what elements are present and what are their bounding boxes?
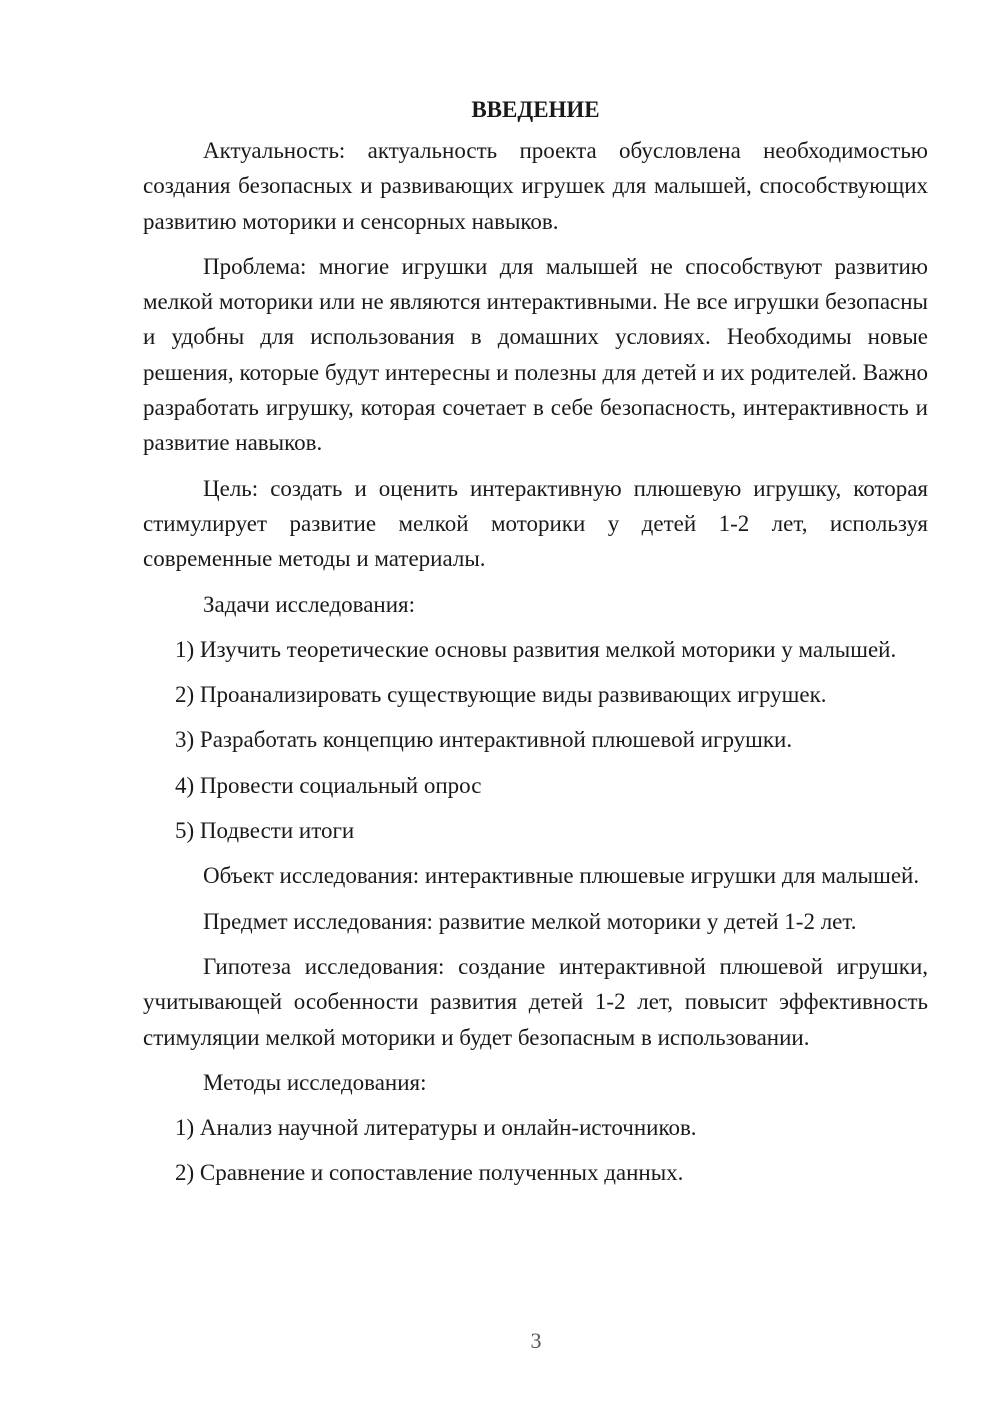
page-content (143, 92, 928, 1201)
subject-paragraph: Предмет исследования: развитие мелкой моторики у детей 1-2 лет. (203, 908, 857, 934)
methods-heading: Методы исследования: (203, 1069, 427, 1095)
relevance-paragraph: Актуальность: актуальность проекта обусловлена необходимостью создания безопасных и развивающих игрушек для малышей, способствующих развитию моторики и сенсорных навыков. (143, 138, 928, 234)
problem-paragraph: Проблема: многие игрушки для малышей не способствуют развитию мелкой моторики или не являются интерактивными. Не все игрушки безопасны и удобны для использования в домашних условиях. Необходимы новые решения, которые будут интересны и полезны для детей и их родителей. Важно разработать игрушку, которая сочетает в себе безопасность, интерактивность и развитие навыков. (143, 253, 928, 456)
tasks-heading: Задачи исследования: (203, 591, 416, 617)
task-item-5: 5) Подвести итоги (175, 818, 355, 844)
task-item-1: 1) Изучить теоретические основы развития мелкой моторики у малышей. (175, 636, 897, 662)
method-item-1: 1) Анализ научной литературы и онлайн-источников. (175, 1115, 697, 1141)
task-item-4: 4) Провести социальный опрос (175, 772, 482, 798)
hypothesis-paragraph: Гипотеза исследования: создание интерактивной плюшевой игрушки, учитывающей особенности развития детей 1-2 лет, повысит эффективность стимуляции мелкой моторики и будет безопасным в использовании. (143, 953, 928, 1050)
goal-paragraph: Цель: создать и оценить интерактивную плюшевую игрушку, которая стимулирует развитие мелкой моторики у детей 1-2 лет, используя современные методы и материалы. (143, 475, 928, 572)
object-paragraph: Объект исследования: интерактивные плюшевые игрушки для малышей. (203, 863, 920, 889)
page-number: 3 (530, 1328, 542, 1353)
task-item-3: 3) Разработать концепцию интерактивной плюшевой игрушки. (175, 727, 793, 753)
method-item-2: 2) Сравнение и сопоставление полученных данных. (175, 1160, 684, 1186)
task-item-2: 2) Проанализировать существующие виды развивающих игрушек. (175, 682, 827, 708)
page-title: ВВЕДЕНИЕ (471, 97, 600, 122)
